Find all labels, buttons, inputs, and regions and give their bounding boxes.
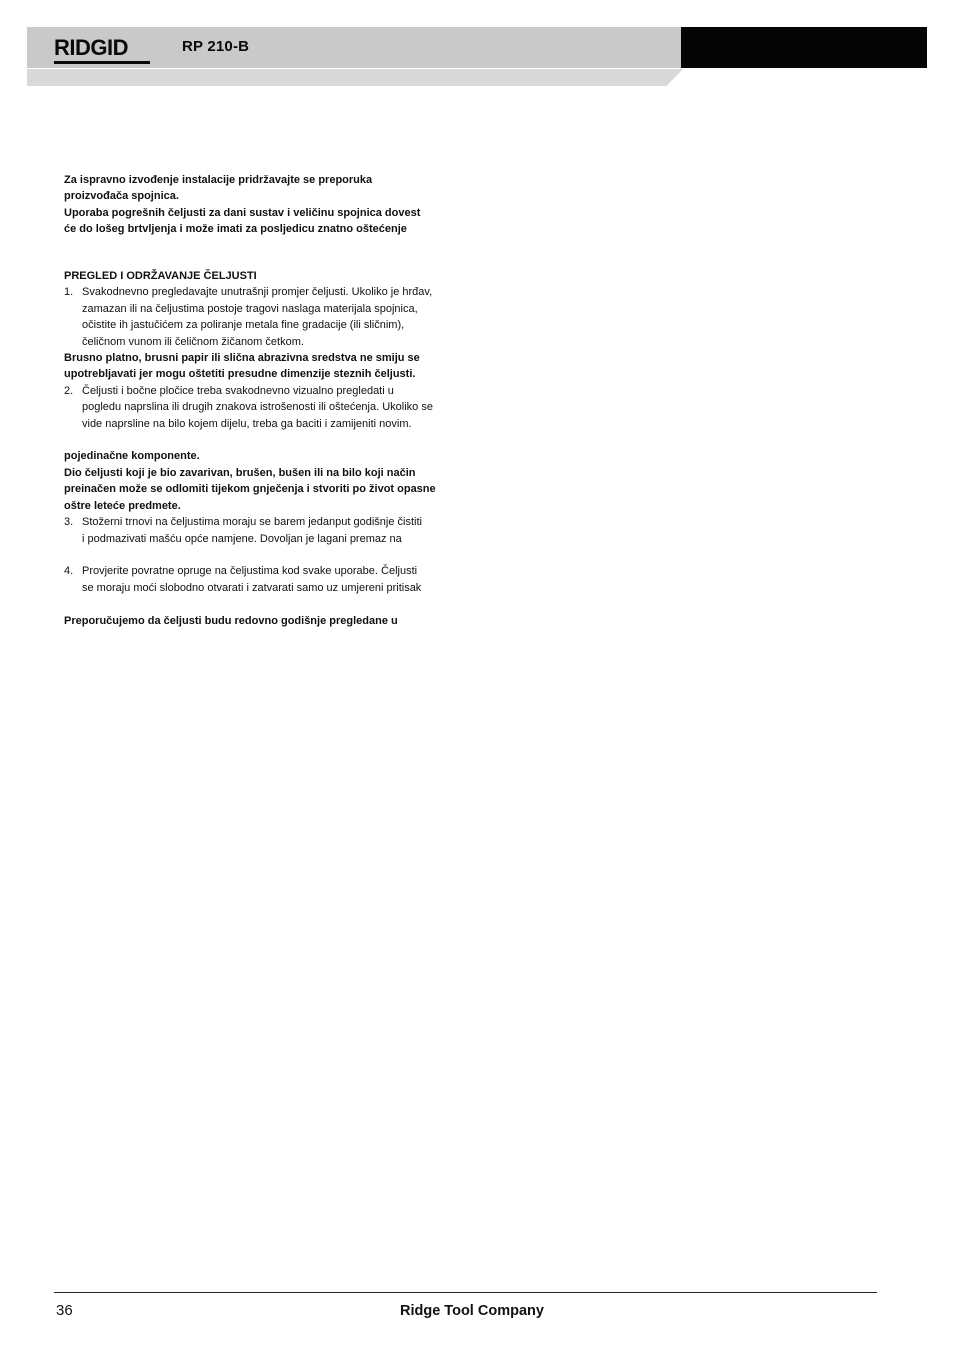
list-item-4 (64, 563, 454, 596)
logo-underline (54, 61, 150, 64)
list-line: vide naprsline na bilo kojem dijelu, treba ga baciti i zamijeniti novim. (82, 417, 412, 430)
list-item-3 (64, 514, 454, 547)
warning-line: Dio čeljusti koji je bio zavarivan, brušen, bušen ili na bilo koji način (64, 466, 416, 479)
intro-line: Uporaba pogrešnih čeljusti za dani sustav i veličinu spojnica dovest (64, 206, 421, 219)
list-line: Stožerni trnovi na čeljustima moraju se barem jedanput godišnje čistiti (82, 516, 422, 529)
header-black-block (681, 27, 927, 68)
closing-line: Preporučujemo da čeljusti budu redovno godišnje pregledane u (64, 614, 398, 627)
intro-line: proizvođača spojnica. (64, 190, 179, 203)
list-line: čeličnom vunom ili čeličnom žičanom četkom. (82, 335, 304, 348)
company-name: Ridge Tool Company (400, 1303, 544, 1319)
list-line: Svakodnevno pregledavajte unutrašnji promjer čeljusti. Ukoliko je hrđav, (82, 286, 433, 299)
header-stripe (27, 69, 683, 86)
list-line: Provjerite povratne opruge na čeljustima kod svake uporabe. Čeljusti (82, 565, 418, 578)
list-number: 2. (64, 384, 74, 397)
warning-line: preinačen može se odlomiti tijekom gnječenja i stvoriti po život opasne (64, 483, 436, 496)
intro-line: Za ispravno izvođenje instalacije pridržavajte se preporuka (64, 174, 373, 186)
warning-line: Brusno platno, brusni papir ili slična abrazivna sredstva ne smiju se (64, 352, 420, 365)
list-line: i podmazivati mašću opće namjene. Dovoljan je lagani premaz na (82, 532, 402, 545)
intro-line: će do lošeg brtvljenja i može imati za posljedicu znatno oštećenje (64, 223, 407, 236)
document-body (64, 172, 454, 629)
list-item-1 (64, 284, 454, 350)
model-title: RP 210-B (182, 38, 250, 55)
list-line: očistite ih jastučićem za poliranje metala fine gradacije (ili sličnim), (82, 319, 405, 332)
footer-rule (54, 1292, 877, 1293)
list-line: se moraju moći slobodno otvarati i zatvarati samo uz umjereni pritisak (82, 581, 422, 594)
page-number: 36 (56, 1302, 73, 1319)
list-line: Čeljusti i bočne pločice treba svakodnevno vizualno pregledati u (82, 384, 394, 397)
list-number: 1. (64, 286, 74, 299)
warning-line: upotrebljavati jer mogu oštetiti presudne dimenzije steznih čeljusti. (64, 368, 416, 381)
list-number: 3. (64, 516, 74, 529)
warning-line: pojedinačne komponente. (64, 450, 200, 463)
section-title: PREGLED I ODRŽAVANJE ČELJUSTI (64, 270, 257, 283)
list-item-2 (64, 383, 454, 432)
list-line: zamazan ili na čeljustima postoje tragovi naslaga materijala spojnica, (82, 302, 418, 315)
list-number: 4. (64, 565, 74, 578)
logo-text: RIDGID (54, 35, 128, 60)
warning-line: oštre leteće predmete. (64, 499, 181, 512)
list-line: pogledu naprslina ili drugih znakova istrošenosti ili oštećenja. Ukoliko se (82, 401, 433, 414)
ridgid-logo (54, 36, 152, 64)
